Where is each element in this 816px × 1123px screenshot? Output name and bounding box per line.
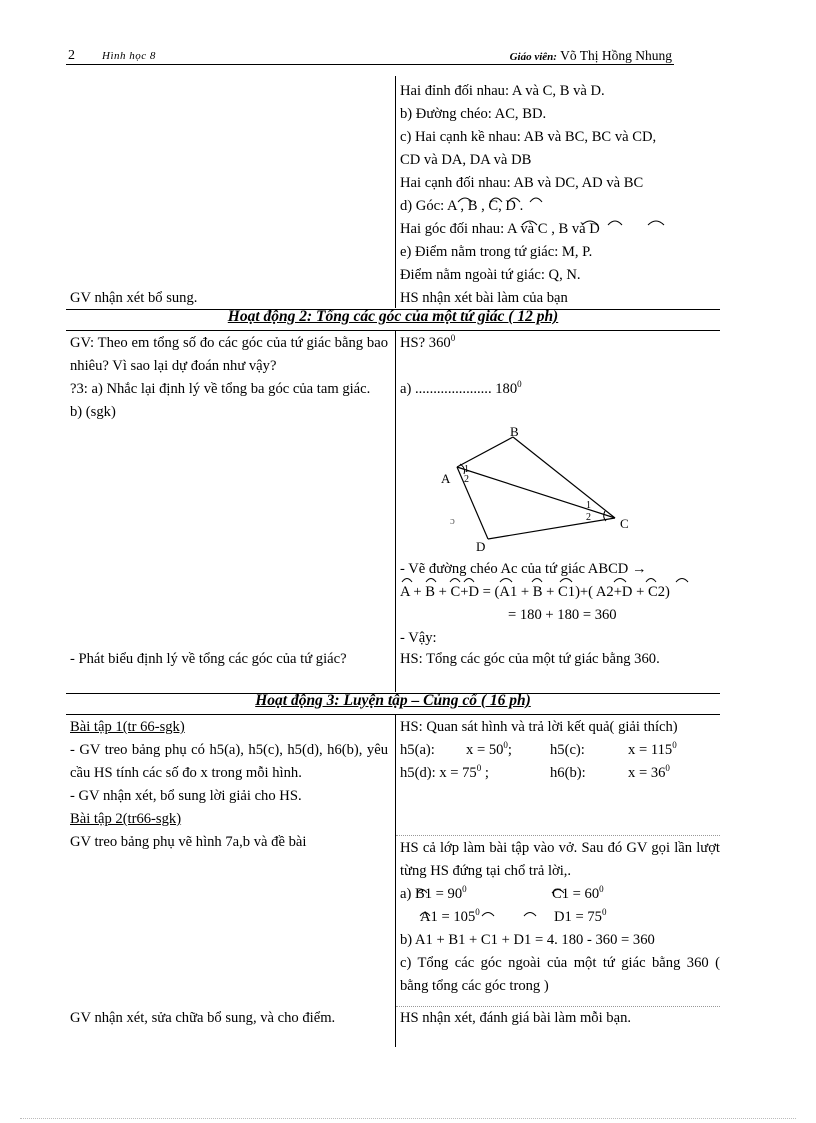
angle-sum-equation: A + B + C+D = (A1 + B + C1)+( A2+D + C2) <box>400 584 670 600</box>
angle-label: 2 <box>586 512 591 523</box>
section-title: Hoạt động 3: Luyện tập – Củng cố ( 16 ph) <box>255 692 531 709</box>
section-title: Hoạt động 2: Tổng các góc của một tứ giác ( 12 ph) <box>227 308 559 325</box>
angle-hat-marks <box>400 880 720 940</box>
value-text: x = 115 <box>628 742 673 758</box>
text-line: CD và DA, DA và DB <box>400 152 532 168</box>
degree-mark: 0 <box>601 907 607 918</box>
section2-left <box>70 332 388 424</box>
exterior-angles: c) Tổng các góc ngoài của một tứ giác bằng 360 ( bằng tổng các góc trong ) <box>400 955 720 994</box>
answer-value <box>628 739 677 762</box>
text-line: d) Góc: A , B , C, D . <box>400 198 524 214</box>
angle-label: 1 <box>586 500 591 511</box>
figure-ref: h5(c): <box>550 742 585 758</box>
hs-theorem: HS: Tổng các góc của một tứ giác bằng 360. <box>400 651 660 667</box>
exercise-1-answer: HS: Quan sát hình và trả lời kết quả( giải thích) <box>400 719 678 735</box>
vertex-label: C <box>620 516 629 531</box>
exercise-2-task: GV treo bảng phụ vẽ hình 7a,b và đề bài <box>70 834 307 850</box>
angle-hat-marks <box>400 572 720 590</box>
text-line: Hai góc đối nhau: A và C , B và D <box>400 221 600 237</box>
column-divider <box>395 330 396 692</box>
text-line: c) Hai cạnh kề nhau: AB và BC, BC và CD, <box>400 129 657 145</box>
side-bc <box>513 437 615 518</box>
text-line: Hai đỉnh đối nhau: A và C, B và D. <box>400 83 605 99</box>
degree-mark: 0 <box>672 740 677 751</box>
subject-label: Hình học 8 <box>102 50 156 62</box>
side-da <box>457 467 488 539</box>
answer-row <box>400 762 720 785</box>
angle-label: 1 <box>464 464 469 475</box>
text-line: b) Đường chéo: AC, BD. <box>400 106 547 122</box>
sum-line: b) A1 + B1 + C1 + D1 = 4. 180 - 360 = 360 <box>400 932 655 948</box>
answer-value: $x = 50^0$; <box>466 740 512 758</box>
section-rule <box>66 330 720 331</box>
section3-left <box>70 716 388 854</box>
value-text: x = 50 <box>466 742 504 758</box>
svg-text:ɔ: ɔ <box>450 515 455 527</box>
gv-ask-theorem: - Phát biểu định lý về tổng các góc của tứ giác? <box>70 651 347 667</box>
vertex-label: D <box>476 539 486 554</box>
answer-value <box>628 762 670 785</box>
degree-mark: 0 <box>599 884 604 895</box>
value-text: h5(d): x = 75 <box>400 765 477 781</box>
value-text: D1 = 75 <box>554 909 602 925</box>
text-line: Hai cạnh đối nhau: AB và DC, AD và BC <box>400 175 644 191</box>
teacher-name: Võ Thị Hồng Nhung <box>560 48 672 63</box>
degree-mark: 0 <box>517 379 522 390</box>
figure-ref: h6(b): <box>550 765 586 781</box>
section-rule <box>66 714 720 715</box>
vertex-label: B <box>510 424 519 439</box>
gv-final: GV nhận xét, sửa chữa bổ sung, và cho điểm. <box>70 1010 336 1026</box>
value-text: a) B1 = 90 <box>400 886 463 902</box>
degree-mark: 0 <box>476 763 482 774</box>
gv-question: GV: Theo em tổng số đo các góc của tứ giác bằng bao nhiêu? Vì sao lại dự đoán như vậy? <box>70 335 388 374</box>
side-ab <box>457 437 513 467</box>
angle-label: 2 <box>464 474 469 485</box>
answer-row <box>400 739 720 762</box>
diagonal-ac <box>457 467 615 518</box>
draw-diagonal-text: - Vẽ đường chéo Ac của tứ giác ABCD <box>400 561 629 577</box>
row-separator <box>396 835 720 836</box>
hs-final: HS nhận xét, đánh giá bài làm mỗi bạn. <box>400 1010 632 1026</box>
conclusion-label: - Vậy: <box>400 630 437 646</box>
section3-right <box>400 716 720 785</box>
arrow-icon: → <box>632 561 647 577</box>
hs-answer <box>400 332 455 355</box>
exercise-1-task: - GV treo bảng phụ có h5(a), h5(c), h5(d), h6(b), yêu cầu HS tính các số đo x trong mỗi hình. <box>70 742 388 781</box>
quadrilateral-figure <box>430 420 650 560</box>
figure-ref: h5(a): <box>400 742 435 758</box>
teacher-info <box>510 48 672 64</box>
vertex-label: A <box>441 471 451 486</box>
answer-a-text: a) ..................... 180 <box>400 381 518 397</box>
exercise-1-title: Bài tập 1(tr 66-sgk) <box>70 719 185 735</box>
answer-a <box>400 378 522 401</box>
column-divider <box>395 76 396 308</box>
header-rule <box>66 64 674 65</box>
degree-mark: 0 <box>475 907 480 918</box>
exercise-2-answer: HS cả lớp làm bài tập vào vở. Sau đó GV gọi lần lượt từng HS đứng tại chổ trả lời,. <box>400 840 720 879</box>
degree-mark: 0 <box>462 884 467 895</box>
page-footer-rule <box>20 1118 796 1119</box>
question-3: ?3: a) Nhắc lại định lý về tổng ba góc của tam giác. <box>70 381 371 397</box>
question-3b: b) (sgk) <box>70 404 116 420</box>
column-divider <box>395 714 396 1047</box>
exercise-1-gv: - GV nhận xét, bổ sung lời giải cho HS. <box>70 788 302 804</box>
angle-sum-result: = 180 + 180 = 360 <box>508 607 617 623</box>
hs-comment: HS nhận xét bài làm của bạn <box>400 290 568 306</box>
text-line: Điểm nằm ngoài tứ giác: Q, N. <box>400 267 581 283</box>
teacher-label: Giáo viên: <box>509 51 557 63</box>
gv-comment: GV nhận xét bổ sung. <box>70 290 198 306</box>
hs-answer-text: HS? 360 <box>400 335 451 351</box>
value-text: A1 = 105 <box>420 909 476 925</box>
page-number: 2 <box>68 48 75 63</box>
degree-mark: 0 <box>503 740 508 751</box>
value-text: C1 = 60 <box>552 886 600 902</box>
value-text: x = 36 <box>628 765 666 781</box>
degree-mark: 0 <box>450 333 456 344</box>
side-cd <box>488 518 615 539</box>
angle-hat-marks <box>400 188 720 238</box>
text-line: e) Điểm nằm trong tứ giác: M, P. <box>400 244 593 260</box>
exercise-2-title: Bài tập 2(tr66-sgk) <box>70 811 182 827</box>
degree-mark: 0 <box>665 763 670 774</box>
answer-value: h5(d): $x = 75^0$ ; <box>400 763 489 781</box>
